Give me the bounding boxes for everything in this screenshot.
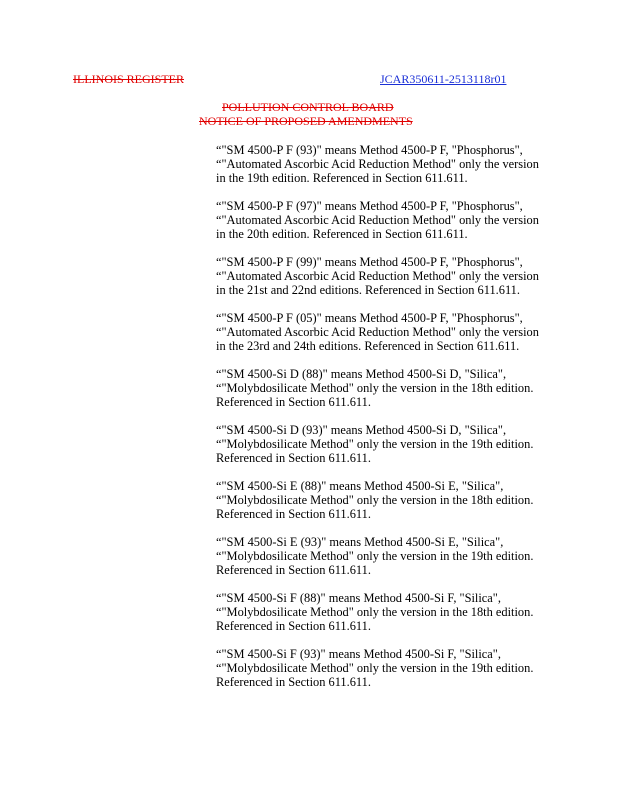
definition-line: “"SM 4500-P F (05)" means Method 4500-P F, "Phosphorus", [216, 311, 523, 325]
document-id: JCAR350611-2513118r01 [380, 72, 507, 86]
definition-entry [216, 311, 556, 353]
definition-line: “"SM 4500-P F (93)" means Method 4500-P F, "Phosphorus", [216, 143, 523, 157]
notice-titles [0, 100, 618, 128]
definition-line: “"SM 4500-Si E (88)" means Method 4500-Si E, "Silica", [216, 479, 504, 493]
definition-line: “"SM 4500-Si D (88)" means Method 4500-Si D, "Silica", [216, 367, 507, 381]
definitions-list [216, 143, 556, 703]
definition-line: “"Molybdosilicate Method" only the version in the 19th edition. [216, 549, 534, 563]
definition-line: “"SM 4500-P F (97)" means Method 4500-P F, "Phosphorus", [216, 199, 523, 213]
definition-line: Referenced in Section 611.611. [216, 507, 371, 521]
definition-line: “"Molybdosilicate Method" only the version in the 18th edition. [216, 605, 534, 619]
definition-line: “"Molybdosilicate Method" only the version in the 18th edition. [216, 493, 534, 507]
definition-line: “"SM 4500-Si F (88)" means Method 4500-Si F, "Silica", [216, 591, 501, 605]
register-header: ILLINOIS REGISTER [73, 72, 184, 86]
definition-line: “"SM 4500-Si F (93)" means Method 4500-Si F, "Silica", [216, 647, 501, 661]
definition-line: “"Molybdosilicate Method" only the version in the 18th edition. [216, 381, 534, 395]
definition-entry [216, 199, 556, 241]
definition-entry [216, 255, 556, 297]
definition-line: in the 20th edition. Referenced in Section 611.611. [216, 227, 468, 241]
definition-line: “"Automated Ascorbic Acid Reduction Method" only the version [216, 325, 539, 339]
definition-line: Referenced in Section 611.611. [216, 619, 371, 633]
definition-line: “"Automated Ascorbic Acid Reduction Method" only the version [216, 269, 539, 283]
definition-line: in the 21st and 22nd editions. Referenced in Section 611.611. [216, 283, 520, 297]
definition-line: “"Automated Ascorbic Acid Reduction Method" only the version [216, 213, 539, 227]
definition-entry [216, 367, 556, 409]
definition-line: “"SM 4500-Si D (93)" means Method 4500-Si D, "Silica", [216, 423, 507, 437]
definition-entry [216, 591, 556, 633]
notice-title: NOTICE OF PROPOSED AMENDMENTS [199, 114, 413, 128]
definition-line: “"SM 4500-Si E (93)" means Method 4500-Si E, "Silica", [216, 535, 504, 549]
definition-line: Referenced in Section 611.611. [216, 563, 371, 577]
definition-line: “"SM 4500-P F (99)" means Method 4500-P F, "Phosphorus", [216, 255, 523, 269]
definition-line: Referenced in Section 611.611. [216, 395, 371, 409]
definition-line: “"Molybdosilicate Method" only the version in the 19th edition. [216, 437, 534, 451]
definition-entry [216, 423, 556, 465]
definition-entry [216, 535, 556, 577]
definition-line: “"Automated Ascorbic Acid Reduction Method" only the version [216, 157, 539, 171]
definition-line: Referenced in Section 611.611. [216, 451, 371, 465]
definition-line: in the 19th edition. Referenced in Section 611.611. [216, 171, 468, 185]
definition-entry [216, 647, 556, 689]
definition-line: “"Molybdosilicate Method" only the version in the 19th edition. [216, 661, 534, 675]
definition-entry [216, 143, 556, 185]
agency-title: POLLUTION CONTROL BOARD [222, 100, 394, 114]
definition-entry [216, 479, 556, 521]
definition-line: Referenced in Section 611.611. [216, 675, 371, 689]
definition-line: in the 23rd and 24th editions. Referenced in Section 611.611. [216, 339, 520, 353]
